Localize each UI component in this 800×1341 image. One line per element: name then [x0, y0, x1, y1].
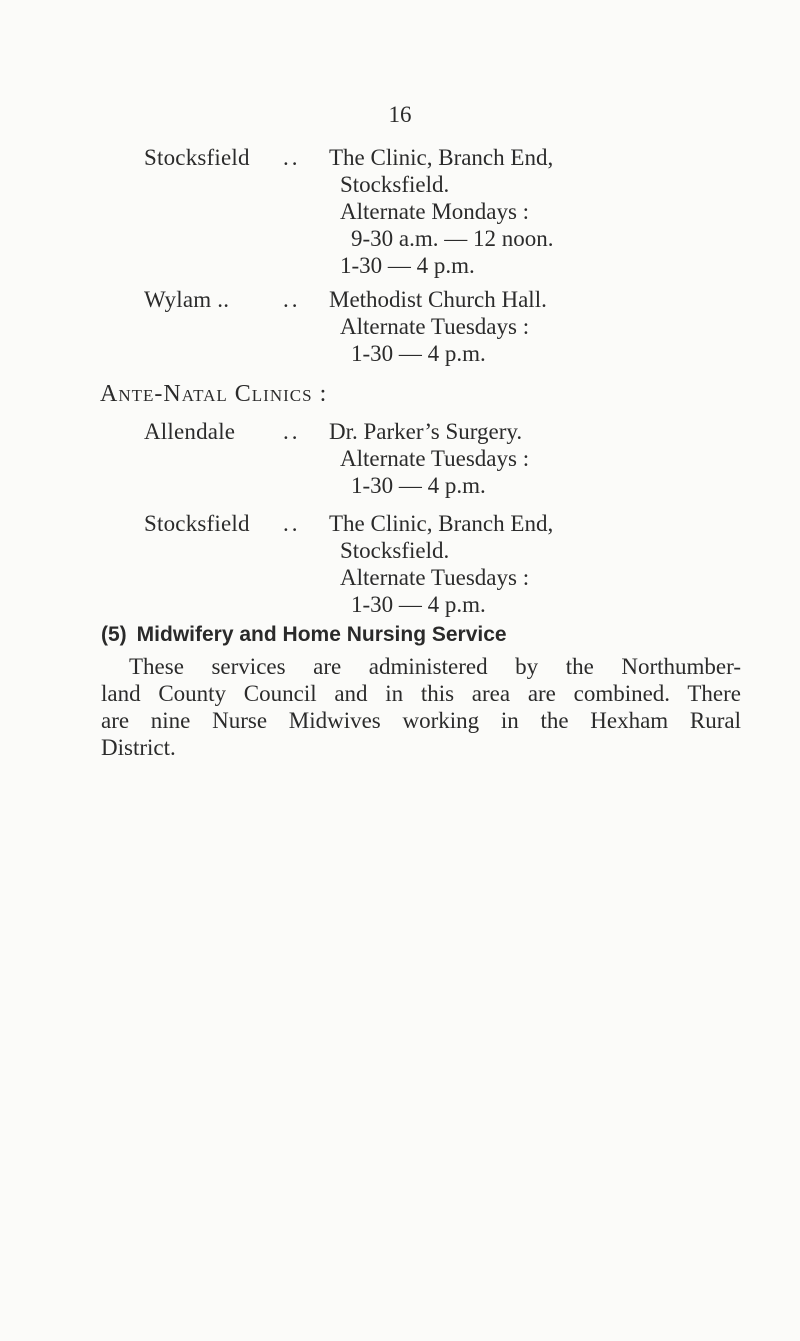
clinic-details — [329, 144, 554, 279]
detail-line: Alternate Tuesdays : — [340, 446, 530, 471]
section-5-heading — [101, 623, 507, 647]
page-number: 16 — [388, 102, 412, 127]
detail-line: Alternate Tuesdays : — [340, 314, 530, 339]
detail-line: Alternate Tuesdays : — [340, 565, 530, 590]
paragraph-line: These services are administered by the Northumber- — [129, 654, 741, 679]
section-number: (5) — [101, 623, 127, 646]
place-name: Wylam .. — [144, 287, 230, 312]
place-name: Stocksfield — [144, 511, 250, 536]
paragraph-line: land County Council and in this area are combined. There — [101, 681, 741, 706]
leader-dots: .. — [283, 287, 301, 312]
detail-line: Alternate Mondays : — [340, 199, 530, 224]
detail-line: The Clinic, Branch End, — [329, 145, 554, 170]
leader-dots: .. — [283, 145, 301, 170]
section-title: Midwifery and Home Nursing Service — [136, 623, 507, 646]
paragraph-line: are nine Nurse Midwives working in the Hexham Rural — [101, 708, 741, 733]
detail-line: Dr. Parker’s Surgery. — [329, 419, 523, 444]
detail-line: 1-30 — 4 p.m. — [351, 473, 486, 498]
detail-line: The Clinic, Branch End, — [329, 511, 554, 536]
detail-line: Methodist Church Hall. — [329, 287, 547, 312]
detail-line: 1-30 — 4 p.m. — [340, 253, 475, 278]
detail-line: 9-30 a.m. — 12 noon. — [351, 226, 554, 251]
detail-line: 1-30 — 4 p.m. — [351, 341, 486, 366]
clinic-details — [329, 286, 547, 367]
place-name: Stocksfield — [144, 145, 250, 170]
paragraph-line: District. — [101, 735, 176, 760]
clinic-details — [329, 418, 529, 499]
detail-line: 1-30 — 4 p.m. — [351, 592, 486, 617]
detail-line: Stocksfield. — [340, 172, 450, 197]
leader-dots: .. — [283, 419, 301, 444]
detail-line: Stocksfield. — [340, 538, 450, 563]
section-5-paragraph — [101, 653, 741, 761]
leader-dots: .. — [283, 511, 301, 536]
ante-natal-clinics-heading: Ante-Natal Clinics : — [100, 381, 328, 407]
clinic-details — [329, 510, 553, 618]
place-name: Allendale — [144, 419, 236, 444]
